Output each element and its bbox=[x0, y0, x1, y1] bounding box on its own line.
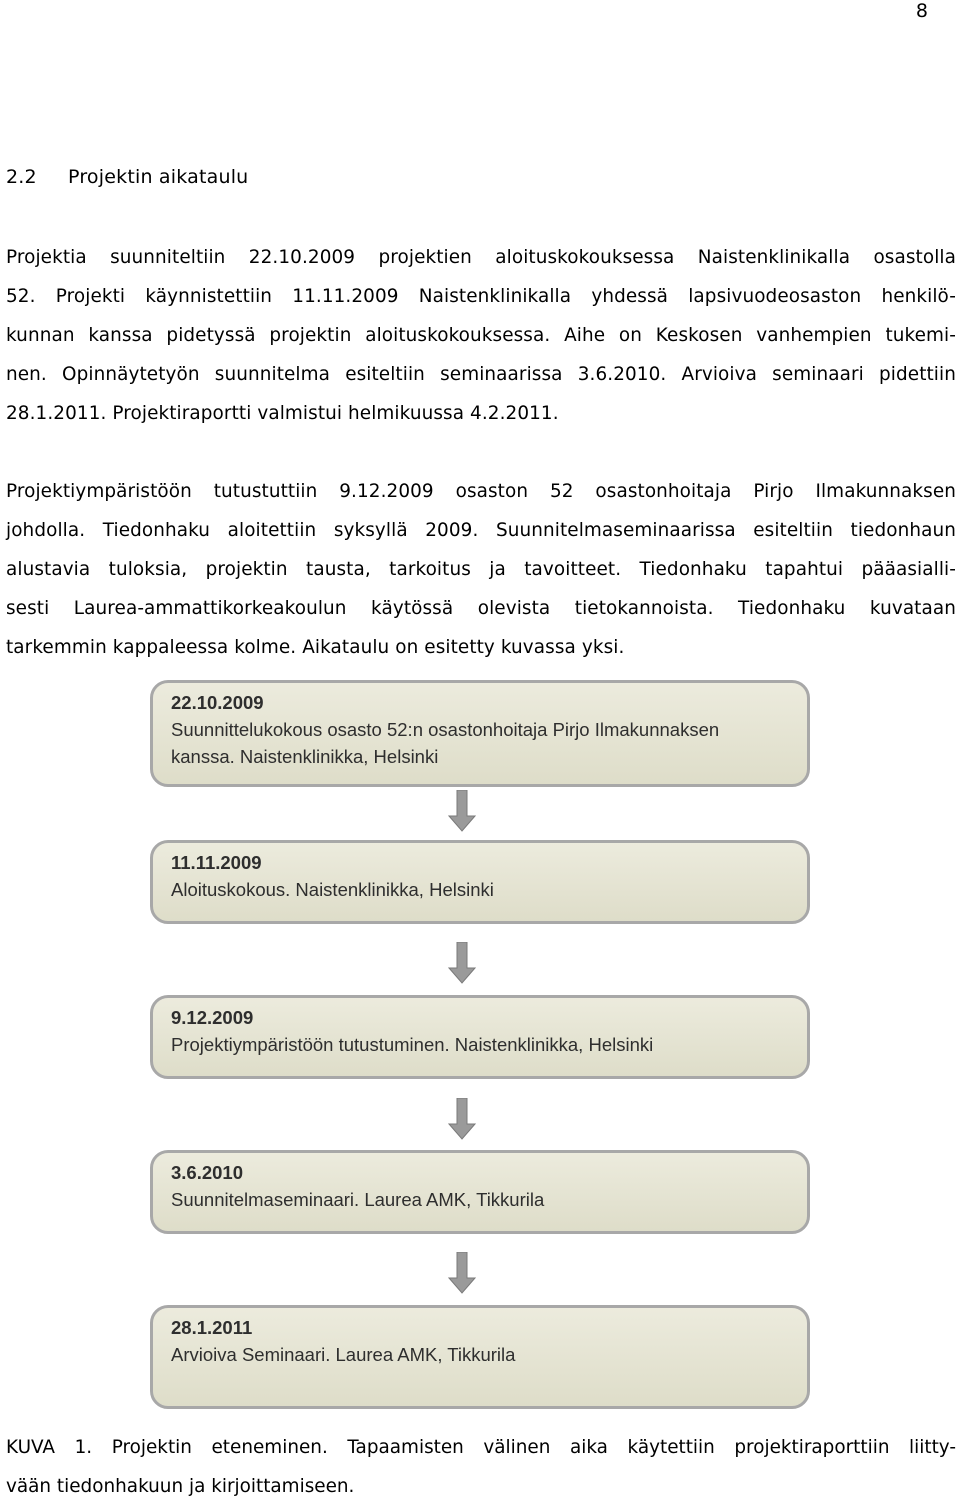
caption-line: KUVA 1. Projektin eteneminen. Tapaamisten välinen aika käytettiin projektiraporttiin liitty- bbox=[6, 1437, 956, 1458]
section-heading bbox=[6, 166, 248, 188]
event-date: 3.6.2010 bbox=[171, 1162, 244, 1183]
down-arrow-icon bbox=[448, 942, 476, 984]
timeline-event-box bbox=[150, 1150, 810, 1234]
timeline-event-box bbox=[150, 680, 810, 787]
caption-line: vään tiedonhakuun ja kirjoittamiseen. bbox=[6, 1476, 355, 1497]
paragraph-line: kunnan kanssa pidetyssä projektin aloituskokouksessa. Aihe on Keskosen vanhempien tukemi- bbox=[6, 325, 956, 346]
down-arrow-icon bbox=[448, 1252, 476, 1294]
paragraph-line: 28.1.2011. Projektiraportti valmistui helmikuussa 4.2.2011. bbox=[6, 403, 559, 424]
figure-caption bbox=[6, 1428, 956, 1506]
paragraph-line: nen. Opinnäytetyön suunnitelma esiteltiin seminaarissa 3.6.2010. Arvioiva seminaari pidettiin bbox=[6, 364, 956, 385]
event-description-line: Arvioiva Seminaari. Laurea AMK, Tikkurila bbox=[171, 1344, 516, 1365]
timeline-event-box bbox=[150, 840, 810, 924]
paragraph-line: alustavia tuloksia, projektin tausta, tarkoitus ja tavoitteet. Tiedonhaku tapahtui pääasialli- bbox=[6, 559, 956, 580]
event-description-line: Aloituskokous. Naistenklinikka, Helsinki bbox=[171, 879, 494, 900]
paragraph-line: tarkemmin kappaleessa kolme. Aikataulu on esitetty kuvassa yksi. bbox=[6, 637, 625, 658]
section-title: Projektin aikataulu bbox=[68, 166, 249, 188]
section-number: 2.2 bbox=[6, 166, 37, 188]
timeline-event-box bbox=[150, 995, 810, 1079]
paragraph-line: johdolla. Tiedonhaku aloitettiin syksyllä 2009. Suunnitelmaseminaarissa esiteltiin tiedonhaun bbox=[6, 520, 956, 541]
paragraph-line: Projektia suunniteltiin 22.10.2009 projektien aloituskokouksessa Naistenklinikalla osastolla bbox=[6, 247, 956, 268]
paragraph-line: 52. Projekti käynnistettiin 11.11.2009 Naistenklinikalla yhdessä lapsivuodeosaston henkilö- bbox=[6, 286, 956, 307]
event-date: 28.1.2011 bbox=[171, 1317, 253, 1338]
down-arrow-icon bbox=[448, 1098, 476, 1140]
event-description-line: kanssa. Naistenklinikka, Helsinki bbox=[171, 746, 439, 767]
event-description-line: Suunnitelmaseminaari. Laurea AMK, Tikkurila bbox=[171, 1189, 545, 1210]
event-description-line: Suunnittelukokous osasto 52:n osastonhoitaja Pirjo Ilmakunnaksen bbox=[171, 719, 720, 740]
paragraph-line: sesti Laurea-ammattikorkeakoulun käytössä olevista tietokannoista. Tiedonhaku kuvataan bbox=[6, 598, 956, 619]
paragraph-line: Projektiympäristöön tutustuttiin 9.12.2009 osaston 52 osastonhoitaja Pirjo Ilmakunnaksen bbox=[6, 481, 956, 502]
event-date: 11.11.2009 bbox=[171, 852, 262, 873]
down-arrow-icon bbox=[448, 790, 476, 832]
timeline-event-box bbox=[150, 1305, 810, 1409]
event-date: 9.12.2009 bbox=[171, 1007, 254, 1028]
paragraph-information-search bbox=[6, 472, 956, 667]
event-date: 22.10.2009 bbox=[171, 692, 264, 713]
paragraph-schedule bbox=[6, 238, 956, 433]
page-number: 8 bbox=[915, 0, 928, 22]
event-description-line: Projektiympäristöön tutustuminen. Naistenklinikka, Helsinki bbox=[171, 1034, 654, 1055]
